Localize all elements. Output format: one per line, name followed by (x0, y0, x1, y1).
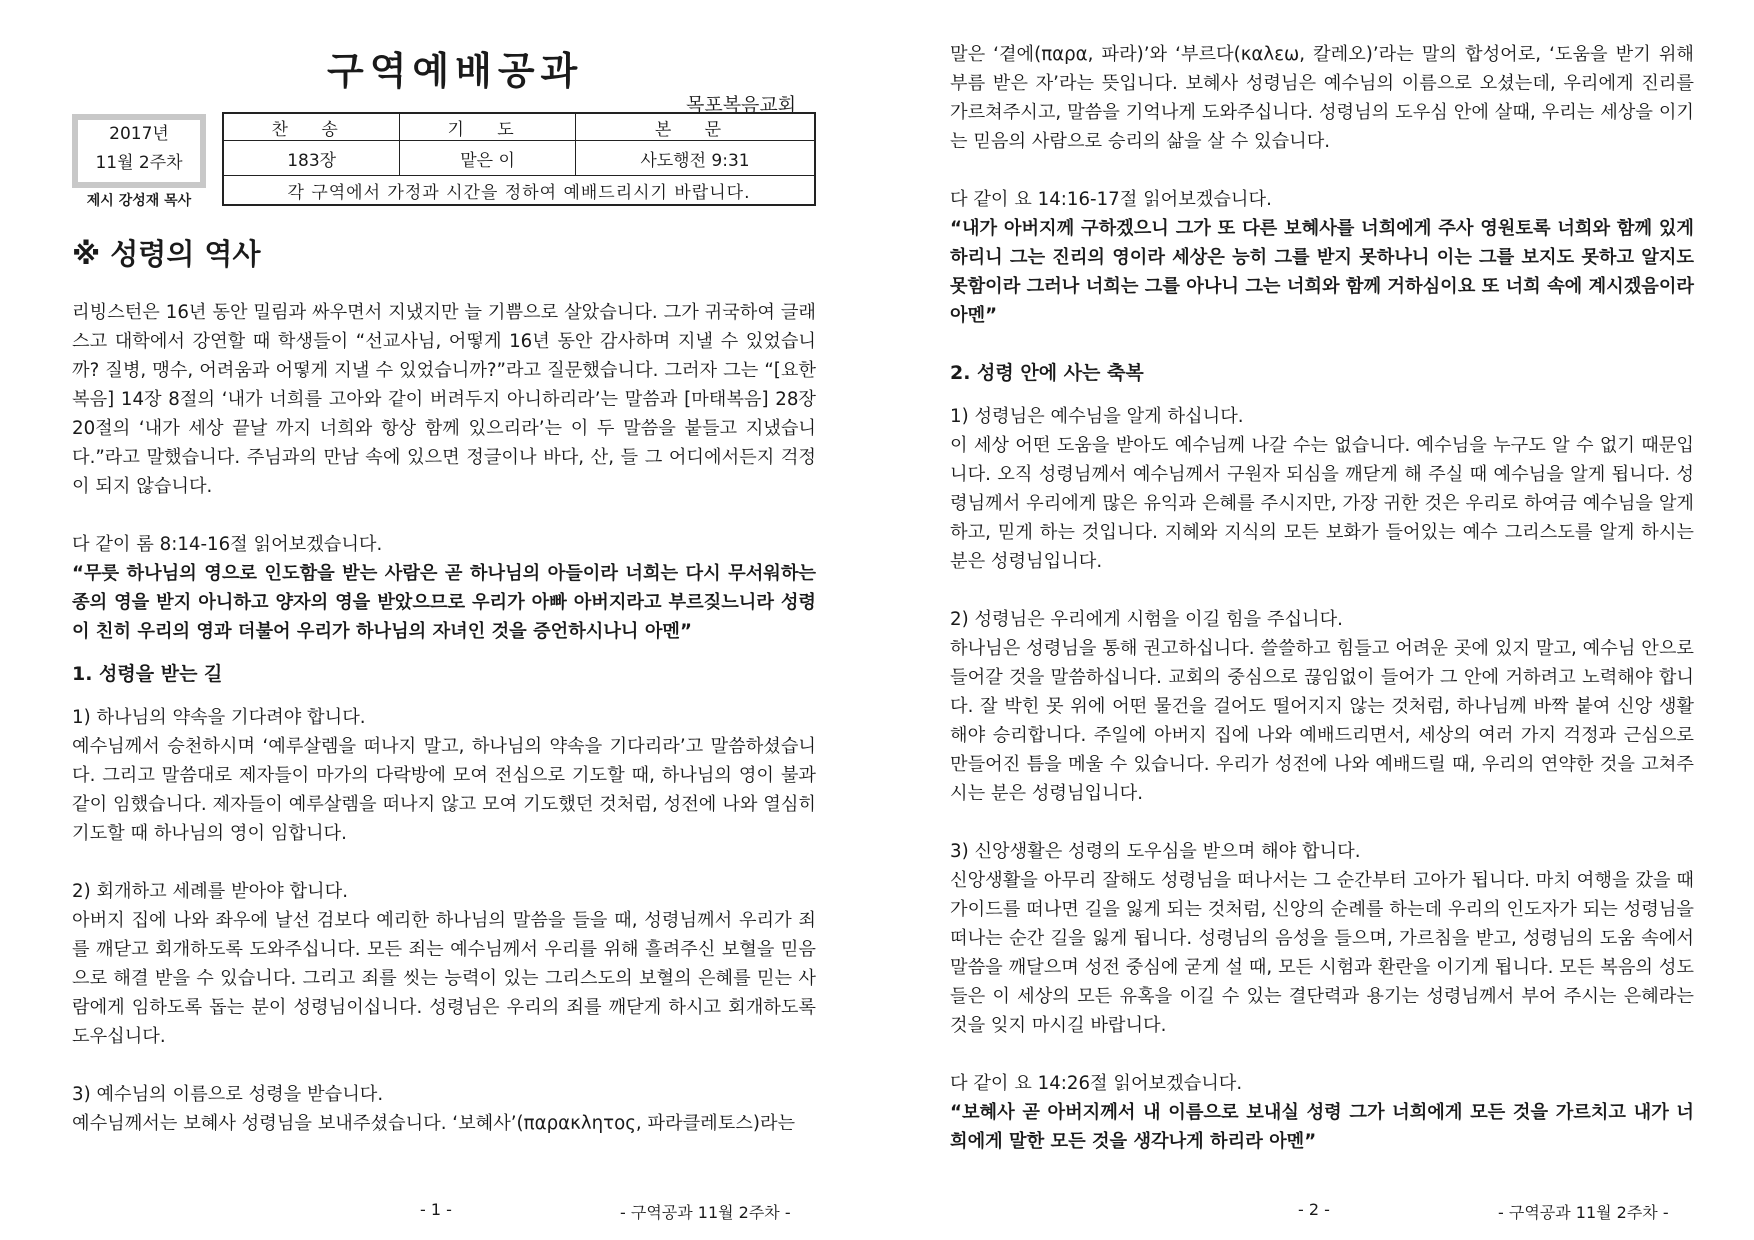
scripture-header: 본 문 (575, 113, 815, 141)
body-paragraph: 아버지 집에 나와 좌우에 날선 검보다 예리한 하나님의 말씀을 들을 때, 성령님께서 우리가 죄를 깨닫고 회개하도록 도와주십니다. 모든 죄는 예수님께서 우리를 위해 흘려주신 보혈을 믿음으로 해결 받을 수 있습니다. 그리고 죄를 씻는 능력이 있는 그리스도의 보혈의 은혜를 믿는 사람에게 임하도록 돕는 분이 성령님이십니다. 성령님은 우리의 죄를 깨닫게 하시고 회개하도록 도우십니다. (72, 910, 816, 1047)
prayer-header: 기 도 (400, 113, 576, 141)
intro-paragraph: 리빙스턴은 16년 동안 밀림과 싸우면서 지냈지만 늘 기쁨으로 살았습니다. 그가 귀국하여 글래스고 대학에서 강연할 때 학생들이 “선교사님, 어떻게 16년 동안 감사하며 지낼 수 있었습니까? 질병, 맹수, 어려움과 어떻게 지낼 수 있었습니까?”라고 질문했습니다. 그러자 그는 “[요한복음] 14장 8절의 ‘내가 너희를 고아와 같이 버려두지 아니하리라’는 말씀과 [마태복음] 28장 20절의 ‘내가 세상 끝날 까지 너희와 항상 함께 있으리라’는 이 두 말씀을 붙들고 지냈습니다.”라고 말했습니다. 주님과의 만남 속에 있으면 정글이나 바다, 산, 들 그 어디에서든지 걱정이 되지 않습니다. (72, 302, 816, 497)
subheading: 3) 신앙생활은 성령의 도우심을 받으며 해야 합니다. (950, 841, 1361, 862)
prayer-value: 맡은 이 (400, 141, 576, 176)
subheading: 2) 성령님은 우리에게 시험을 이길 힘을 주십니다. (950, 609, 1343, 630)
table-notice-row (223, 176, 815, 206)
hymn-header: 찬 송 (223, 113, 400, 141)
subheading: 2) 회개하고 세례를 받아야 합니다. (72, 881, 348, 902)
body-paragraph: 하나님은 성령님을 통해 권고하십니다. 쓸쓸하고 힘들고 어려운 곳에 있지 말고, 예수님 안으로 들어갈 것을 말씀하십니다. 교회의 중심으로 끊임없이 들어가 그 안에 거하려고 노력해야 합니다. 잘 박힌 못 위에 어떤 물건을 걸어도 떨어지지 않는 것처럼, 하나님께 바짝 붙여 신앙 생활해야 승리합니다. 주일에 아버지 집에 나와 예배드리면서, 세상의 여러 가지 걱정과 근심으로 만들어진 틈을 메울 수 있습니다. 우리가 성전에 나와 예배드릴 때, 우리의 연약한 것을 고쳐주시는 분은 성령님입니다. (950, 638, 1694, 804)
pastor-label: 제시 강성재 목사 (86, 193, 192, 209)
notice-text: 각 구역에서 가정과 시간을 정하여 예배드리시기 바랍니다. (223, 176, 815, 206)
footer-title: - 구역공과 11월 2주차 - (1498, 1203, 1669, 1222)
reading-instruction: 다 같이 요 14:26절 읽어보겠습니다. (950, 1073, 1243, 1094)
scripture-quote: “내가 아버지께 구하겠으니 그가 또 다른 보혜사를 너희에게 주사 영원토록 너희와 함께 있게 하리니 그는 진리의 영이라 세상은 능히 그를 받지 못하나니 이는 그를 보지도 못하고 알지도 못함이라 그러나 너희는 그를 아나니 그는 너희와 함께 거하심이요 또 너희 속에 계시겠음이라 아멘” (950, 218, 1694, 326)
church-name: 목포복음교회 (686, 94, 797, 116)
heading-blessing-in-spirit: 2. 성령 안에 사는 축복 (950, 362, 1144, 384)
body-paragraph: 말은 ‘곁에(παρα, 파라)’와 ‘부르다(καλεω, 칼레오)’라는 말의 합성어로, ‘도움을 받기 위해 부름 받은 자’라는 뜻입니다. 보혜사 성령님은 예수님의 이름으로 오셨는데, 우리에게 진리를 가르쳐주시고, 말씀을 기억나게 도와주십니다. 성령님의 도우심 안에 살때, 우리는 세상을 이기는 믿음의 사람으로 승리의 삶을 살 수 있습니다. (950, 44, 1694, 152)
section-title: ※ 성령의 역사 (72, 237, 261, 271)
body-paragraph: 신앙생활을 아무리 잘해도 성령님을 떠나서는 그 순간부터 고아가 됩니다. 마치 여행을 갔을 때 가이드를 떠나면 길을 잃게 되는 것처럼, 신앙의 순례를 하는데 우리의 인도자가 되는 성령님을 떠나는 순간 길을 잃게 됩니다. 성령님의 음성을 들으며, 가르침을 받고, 성령님의 도움 속에서 말씀을 깨달으며 성전 중심에 굳게 설 때, 모든 시험과 환란을 이기게 됩니다. 모든 복음의 성도들은 이 세상의 모든 유혹을 이길 수 있는 결단력과 용기는 성령님께서 부어 주시는 은혜라는 것을 잊지 마시길 바랍니다. (950, 870, 1694, 1036)
table-value-row (223, 141, 815, 176)
body-paragraph: 예수님께서 승천하시며 ‘예루살렘을 떠나지 말고, 하나님의 약속을 기다리라’고 말씀하셨습니다. 그리고 말씀대로 제자들이 마가의 다락방에 모여 전심으로 기도할 때, 하나님의 영이 불과 같이 임했습니다. 제자들이 예루살렘을 떠나지 않고 모여 기도했던 것처럼, 성전에 나와 열심히 기도할 때 하나님의 영이 임합니다. (72, 736, 816, 844)
body-paragraph: 이 세상 어떤 도움을 받아도 예수님께 나갈 수는 없습니다. 예수님을 누구도 알 수 없기 때문입니다. 오직 성령님께서 예수님께서 구원자 되심을 깨닫게 해 주실 때 예수님을 알게 됩니다. 성령님께서 우리에게 많은 유익과 은혜를 주시지만, 가장 귀한 것은 우리로 하여금 예수님을 알게 하고, 믿게 하는 것입니다. 지혜와 지식의 모든 보화가 들어있는 예수 그리스도를 알게 하시는 분은 성령님입니다. (950, 435, 1694, 572)
subheading: 3) 예수님의 이름으로 성령을 받습니다. (72, 1084, 384, 1105)
left-body (72, 298, 816, 1138)
scripture-value: 사도행전 9:31 (575, 141, 815, 176)
hymn-value: 183장 (223, 141, 400, 176)
page-left (72, 0, 816, 1240)
table-header-row (223, 113, 815, 141)
week-box (72, 114, 206, 188)
scripture-quote: “무릇 하나님의 영으로 인도함을 받는 사람은 곧 하나님의 아들이라 너희는 다시 무서워하는 종의 영을 받지 아니하고 양자의 영을 받았으므로 우리가 아빠 아버지라고 부르짖느니라 성령이 친히 우리의 영과 더불어 우리가 하나님의 자녀인 것을 증언하시나니 아멘” (72, 563, 816, 642)
page-number: - 1 - (420, 1200, 452, 1219)
reading-instruction: 다 같이 요 14:16-17절 읽어보겠습니다. (950, 189, 1272, 210)
worship-info-table (222, 112, 816, 206)
reading-instruction: 다 같이 롬 8:14-16절 읽어보겠습니다. (72, 534, 383, 555)
scripture-quote: “보혜사 곧 아버지께서 내 이름으로 보내실 성령 그가 너희에게 모든 것을 가르치고 내가 너희에게 말한 모든 것을 생각나게 하리라 아멘” (950, 1102, 1694, 1152)
subheading: 1) 하나님의 약속을 기다려야 합니다. (72, 707, 366, 728)
subheading: 1) 성령님은 예수님을 알게 하십니다. (950, 406, 1244, 427)
document-title: 구역예배공과 (327, 49, 584, 93)
week-label: 11월 2주차 (95, 153, 183, 173)
right-body (950, 40, 1694, 1156)
page-right (950, 0, 1694, 1240)
footer-title: - 구역공과 11월 2주차 - (620, 1203, 791, 1222)
year-label: 2017년 (109, 124, 169, 144)
page-number: - 2 - (1298, 1200, 1330, 1219)
heading-receiving-spirit: 1. 성령을 받는 길 (72, 663, 223, 685)
body-paragraph: 예수님께서는 보혜사 성령님을 보내주셨습니다. ‘보혜사’(παρακλητος, 파라클레토스)라는 (72, 1113, 796, 1134)
